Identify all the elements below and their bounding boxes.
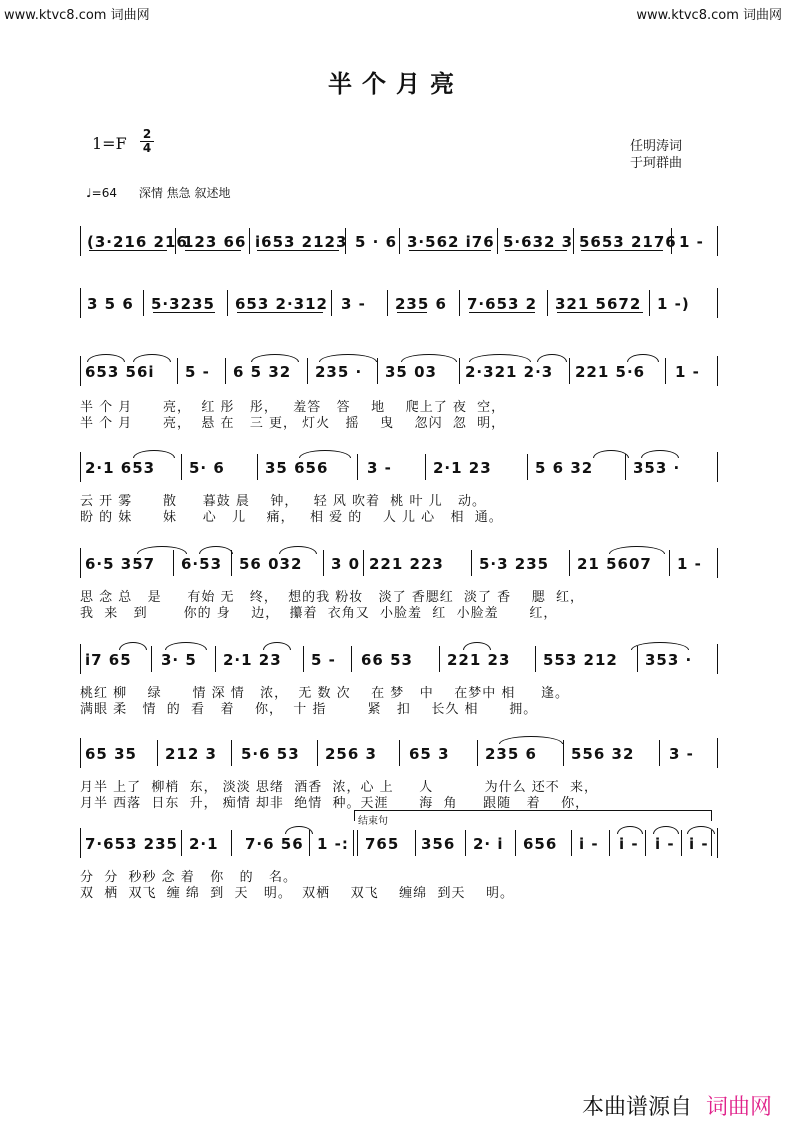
measure: 2· i bbox=[473, 835, 504, 853]
measure: 221 23 bbox=[447, 651, 511, 669]
score-row-6 bbox=[80, 644, 718, 674]
measure: 2·1 23 bbox=[223, 651, 282, 669]
measure: 5·6 53 bbox=[241, 745, 300, 763]
measure: 5 · 6 bbox=[355, 233, 398, 251]
lyricist: 任明涛词 bbox=[630, 139, 683, 154]
measure: 3 - bbox=[341, 295, 366, 313]
measure: 765 bbox=[365, 835, 400, 853]
measure: i - bbox=[579, 835, 599, 853]
measure: 6·5 357 bbox=[85, 555, 156, 573]
measure: 1 -) bbox=[657, 295, 690, 313]
measure: i - bbox=[689, 835, 709, 853]
time-signature: $\frac{2}{4}$ bbox=[140, 128, 154, 155]
measure: 35 656 bbox=[265, 459, 329, 477]
measure: i - bbox=[619, 835, 639, 853]
lyric-line: 我 来 到 你的 身 边， 攥着 衣角又 小脸羞 红 小脸羞 红， bbox=[80, 606, 558, 621]
measure: i653 2123 bbox=[255, 233, 348, 251]
score-row-4 bbox=[80, 452, 718, 482]
footer-source-label: 本曲谱源自 bbox=[581, 1095, 692, 1120]
measure: 123 66 bbox=[183, 233, 247, 251]
lyric-line: 月半 西落 日东 升， 痴情 却非 绝情 种。天涯 海 角 跟随 着 你， bbox=[80, 796, 590, 811]
measure: 65 3 bbox=[409, 745, 450, 763]
measure: 5653 2176 bbox=[579, 233, 677, 251]
lyric-line: 盼 的 妹 妹 心 儿 痛， 相 爱 的 人 儿 心 相 通。 bbox=[80, 510, 503, 525]
measure: 66 53 bbox=[361, 651, 413, 669]
credits bbox=[630, 138, 682, 172]
measure: 7·653 235 bbox=[85, 835, 178, 853]
mood-text: 深情 焦急 叙述地 bbox=[138, 186, 231, 200]
measure: 321 5672 bbox=[555, 295, 642, 313]
measure: 21 5607 bbox=[577, 555, 652, 573]
measure: 553 212 bbox=[543, 651, 618, 669]
lyric-line: 桃红 柳 绿 情 深 情 浓， 无 数 次 在 梦 中 在梦中 相 逢。 bbox=[80, 686, 570, 701]
measure: 5 - bbox=[311, 651, 336, 669]
measure: 656 bbox=[523, 835, 558, 853]
header-left-url[interactable]: www.ktvc8.com 词曲网 bbox=[4, 8, 150, 23]
measure: 5 6 32 bbox=[535, 459, 594, 477]
measure: 7·653 2 bbox=[467, 295, 538, 313]
composer: 于珂群曲 bbox=[630, 156, 683, 171]
measure: 353 · bbox=[633, 459, 681, 477]
measure: 1 - bbox=[679, 233, 704, 251]
measure: 6·53 bbox=[181, 555, 223, 573]
measure: 1 - bbox=[677, 555, 702, 573]
lyric-line: 云 开 雾 散 暮鼓 晨 钟， 轻 风 吹着 桃 叶 儿 动。 bbox=[80, 494, 486, 509]
measure: 7·6 56 bbox=[245, 835, 304, 853]
measure: 5 - bbox=[185, 363, 210, 381]
ending-label: 结束句 bbox=[358, 816, 388, 827]
measure: 2·1 23 bbox=[433, 459, 492, 477]
measure: 5·3235 bbox=[151, 295, 215, 313]
lyric-line: 双 栖 双飞 缠 绵 到 天 明。 双栖 双飞 缠绵 到天 明。 bbox=[80, 886, 514, 901]
lyric-line: 分 分 秒秒 念 着 你 的 名。 bbox=[80, 870, 297, 885]
measure: 235 6 bbox=[395, 295, 447, 313]
score-row-8 bbox=[80, 828, 718, 858]
measure: 221 5·6 bbox=[575, 363, 646, 381]
ending-bracket bbox=[354, 810, 712, 821]
score-row-3 bbox=[80, 356, 718, 386]
measure: 3 0 bbox=[331, 555, 361, 573]
measure: 1 - bbox=[675, 363, 700, 381]
measure: 2·1 653 bbox=[85, 459, 156, 477]
measure: 1 -: bbox=[317, 835, 349, 853]
measure: 212 3 bbox=[165, 745, 217, 763]
measure: 3 - bbox=[367, 459, 392, 477]
measure: 221 223 bbox=[369, 555, 444, 573]
measure: 356 bbox=[421, 835, 456, 853]
measure: 65 35 bbox=[85, 745, 137, 763]
lyric-line: 月半 上了 柳梢 东， 淡淡 思绪 酒香 浓，心 上 人 为什么 还不 来， bbox=[80, 780, 598, 795]
measure: 2·1 bbox=[189, 835, 219, 853]
measure: 3·562 i76 bbox=[407, 233, 495, 251]
tempo-marking bbox=[86, 184, 230, 201]
measure: 235 6 bbox=[485, 745, 537, 763]
measure: 35 03 bbox=[385, 363, 437, 381]
measure: 3 - bbox=[669, 745, 694, 763]
lyric-line: 半 个 月 亮， 悬 在 三 更， 灯火 摇 曳 忽闪 忽 明， bbox=[80, 416, 506, 431]
measure: 3 5 6 bbox=[87, 295, 134, 313]
song-title: 半个月亮 bbox=[328, 69, 464, 98]
measure: (3·216 216 bbox=[87, 233, 188, 251]
measure: 653 56i bbox=[85, 363, 155, 381]
footer-site-link[interactable]: 词曲网 bbox=[705, 1095, 772, 1120]
measure: 653 2·312 bbox=[235, 295, 328, 313]
measure: 2·321 2·3 bbox=[465, 363, 554, 381]
lyric-line: 思 念 总 是 有始 无 终， 想的我 粉妆 淡了 香腮红 淡了 香 腮 红， bbox=[80, 590, 584, 605]
lyric-line: 半 个 月 亮， 红 彤 彤， 羞答 答 地 爬上了 夜 空， bbox=[80, 400, 506, 415]
score-row-7 bbox=[80, 738, 718, 768]
footer-source bbox=[582, 1090, 772, 1121]
measure: 56 032 bbox=[239, 555, 303, 573]
lyric-line: 满眼 柔 情 的 看 着 你， 十 指 紧 扣 长久 相 拥。 bbox=[80, 702, 538, 717]
score-row-5 bbox=[80, 548, 718, 578]
measure: i7 65 bbox=[85, 651, 132, 669]
measure: 256 3 bbox=[325, 745, 377, 763]
score-row-2 bbox=[80, 288, 718, 318]
measure: 5·3 235 bbox=[479, 555, 550, 573]
measure: 3· 5 bbox=[161, 651, 197, 669]
measure: 235 · bbox=[315, 363, 363, 381]
key-signature: 1=F bbox=[92, 134, 127, 153]
score-row-1 bbox=[80, 226, 718, 256]
measure: 556 32 bbox=[571, 745, 635, 763]
measure: 5· 6 bbox=[189, 459, 225, 477]
measure: 353 · bbox=[645, 651, 693, 669]
tempo-value: ♩=64 bbox=[86, 186, 117, 200]
measure: i - bbox=[655, 835, 675, 853]
measure: 5·632 3 bbox=[503, 233, 574, 251]
measure: 6 5 32 bbox=[233, 363, 292, 381]
header-right-url[interactable]: www.ktvc8.com 词曲网 bbox=[636, 8, 782, 23]
